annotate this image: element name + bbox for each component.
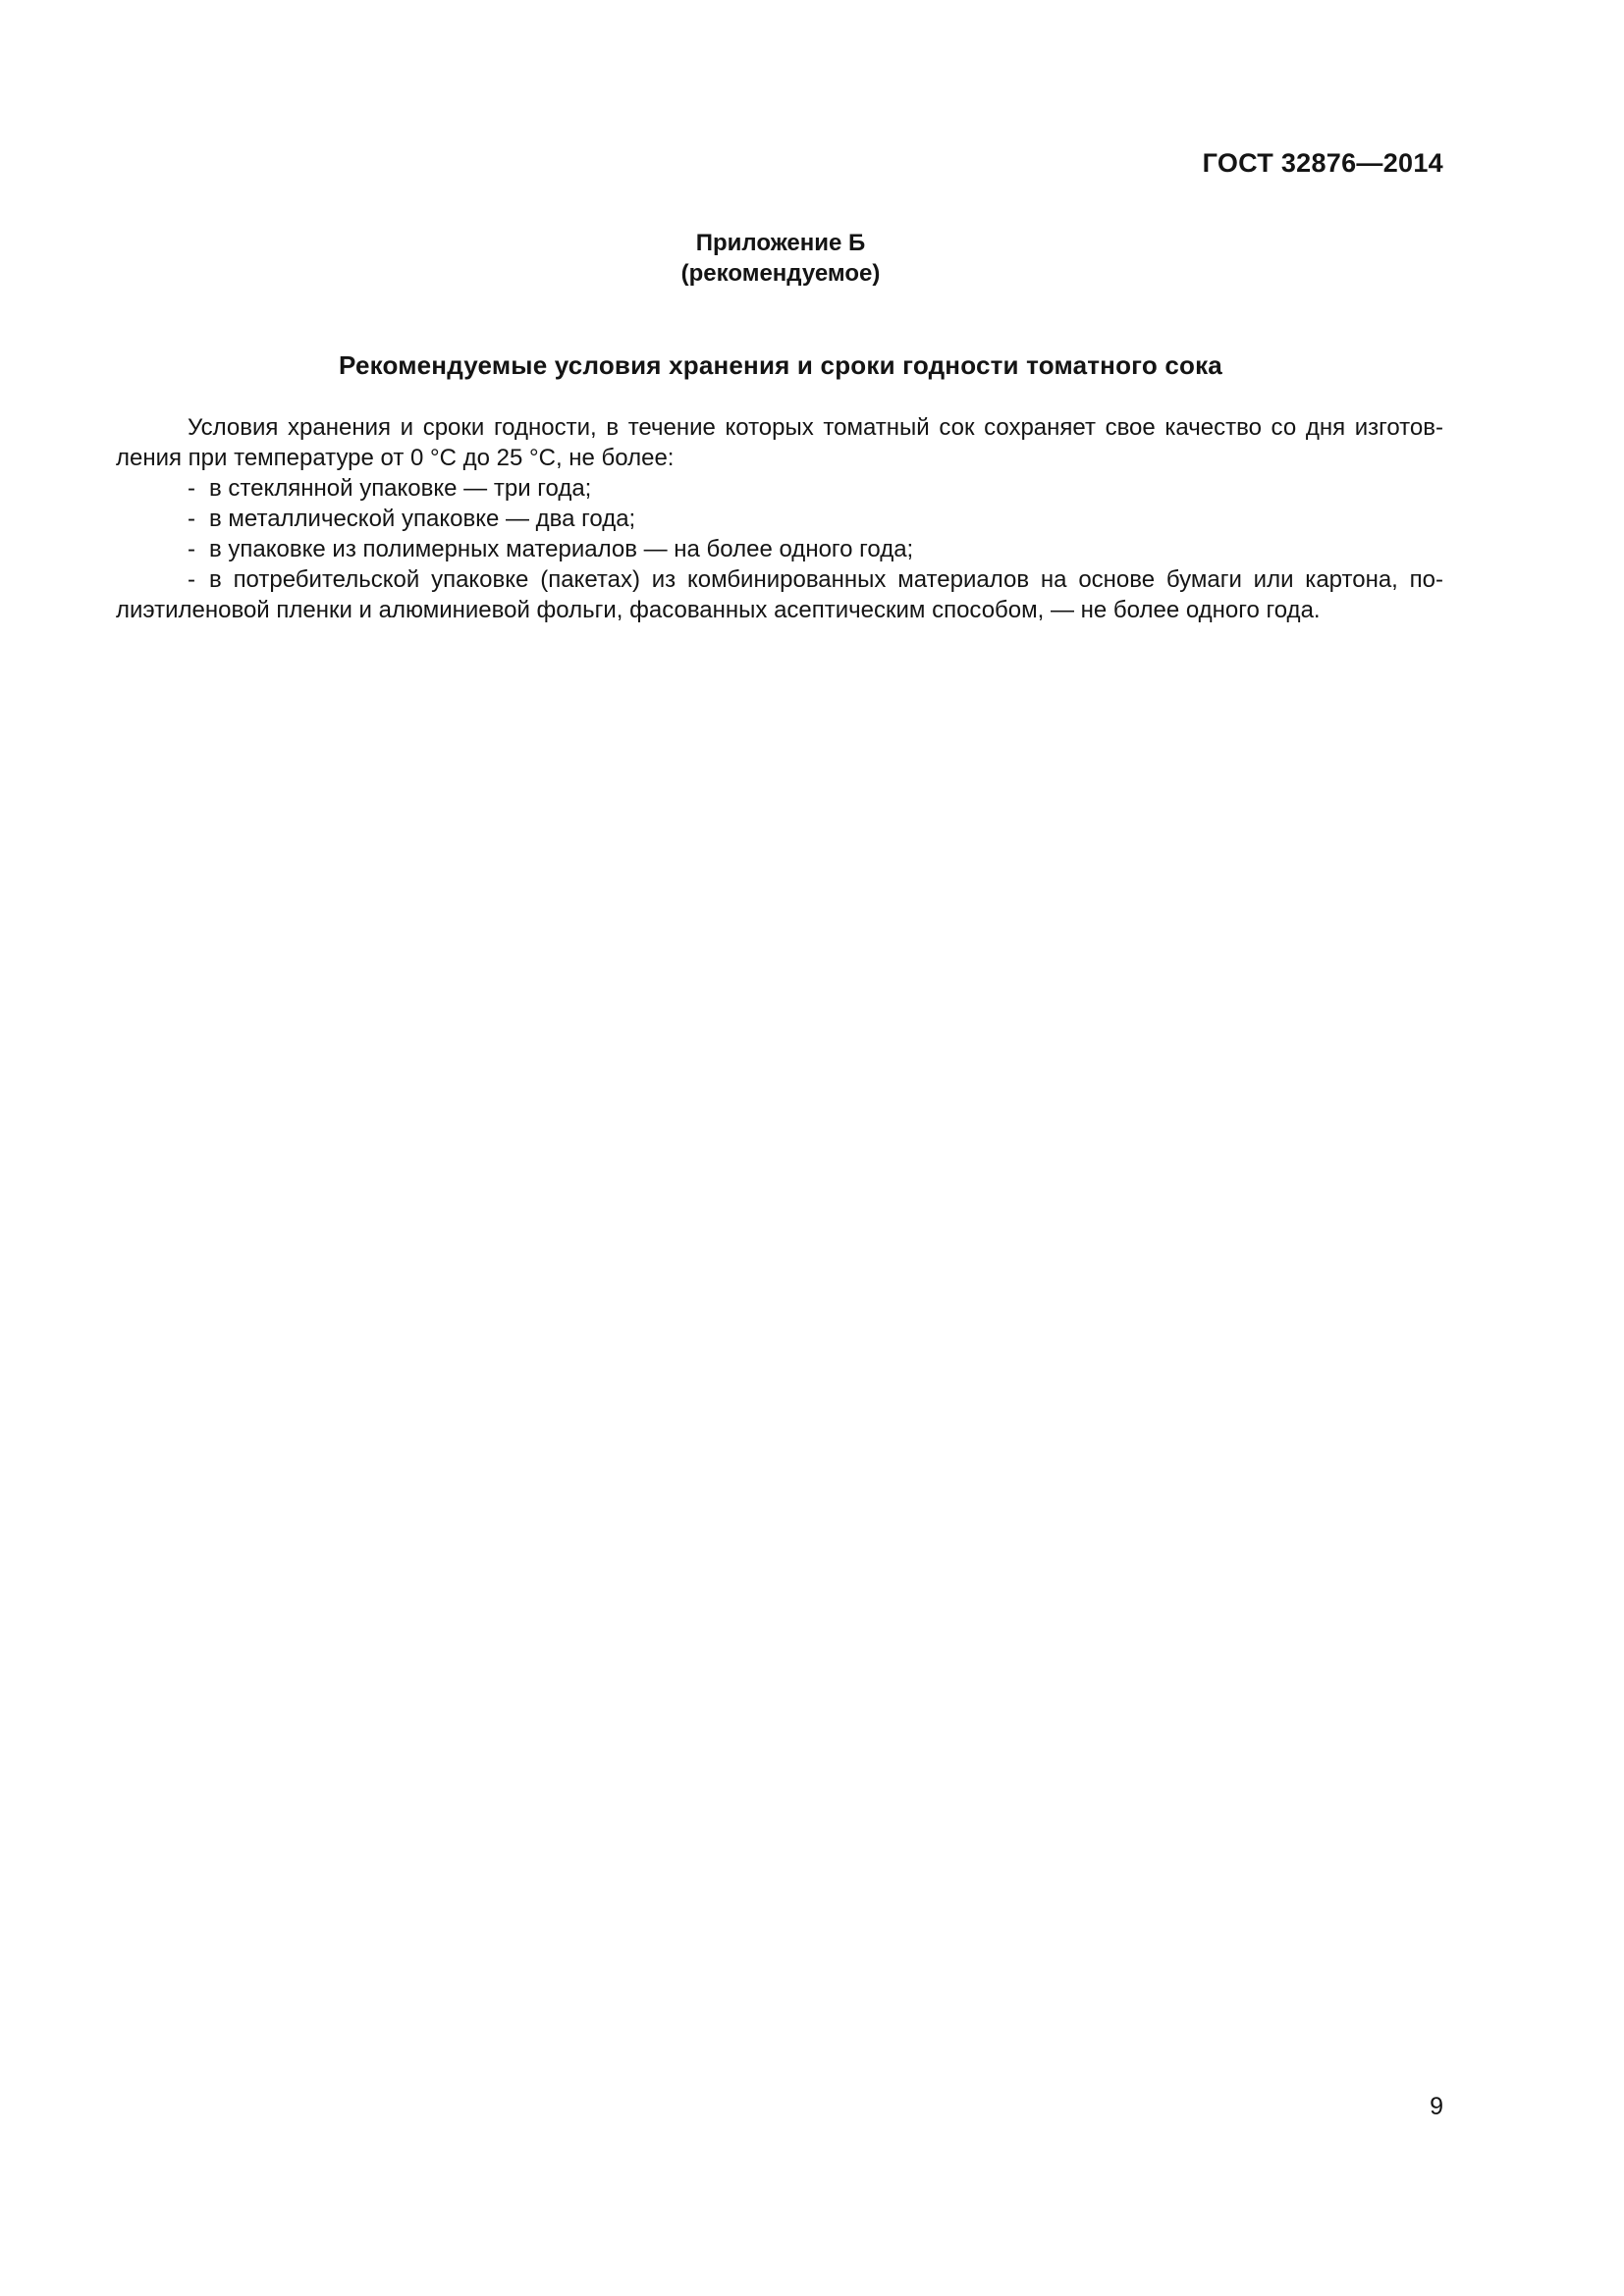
list-item [116, 534, 1443, 564]
list-item-text: в упаковке из полимерных материалов — на более одного года; [209, 536, 914, 562]
list-dash: - [188, 536, 195, 562]
list-item-last-line-2: лиэтиленовой пленки и алюминиевой фольги, фасованных асептическим способом, — не более одного года. [116, 597, 1321, 623]
list-item-last [116, 564, 1443, 625]
intro-line-1: Условия хранения и сроки годности, в течение которых томатный сок сохраняет свое качество со дня изготов- [188, 414, 1443, 441]
appendix-status: (рекомендуемое) [680, 260, 881, 287]
intro-paragraph [116, 412, 1443, 473]
body-text [116, 412, 1443, 625]
list-item-text: в металлической упаковке — два года; [209, 506, 636, 532]
list-item-last-line-1 [116, 564, 1443, 595]
list-dash: - [188, 566, 195, 593]
list-item-text: в потребительской упаковке (пакетах) из комбинированных материалов на основе бумаги или картона, по- [209, 566, 1443, 593]
intro-line-2: ления при температуре от 0 °С до 25 °С, не более: [116, 445, 675, 471]
list-dash: - [188, 475, 195, 502]
section-title: Рекомендуемые условия хранения и сроки годности томатного сока [339, 350, 1222, 380]
standard-number: ГОСТ 32876—2014 [1202, 148, 1443, 178]
appendix-heading [0, 228, 1561, 289]
page-number: 9 [1430, 2093, 1443, 2120]
list-item-text: в стеклянной упаковке — три года; [209, 475, 592, 502]
list-dash: - [188, 506, 195, 532]
list-item [116, 473, 1443, 504]
appendix-title: Приложение Б [695, 230, 866, 256]
list-item [116, 504, 1443, 534]
